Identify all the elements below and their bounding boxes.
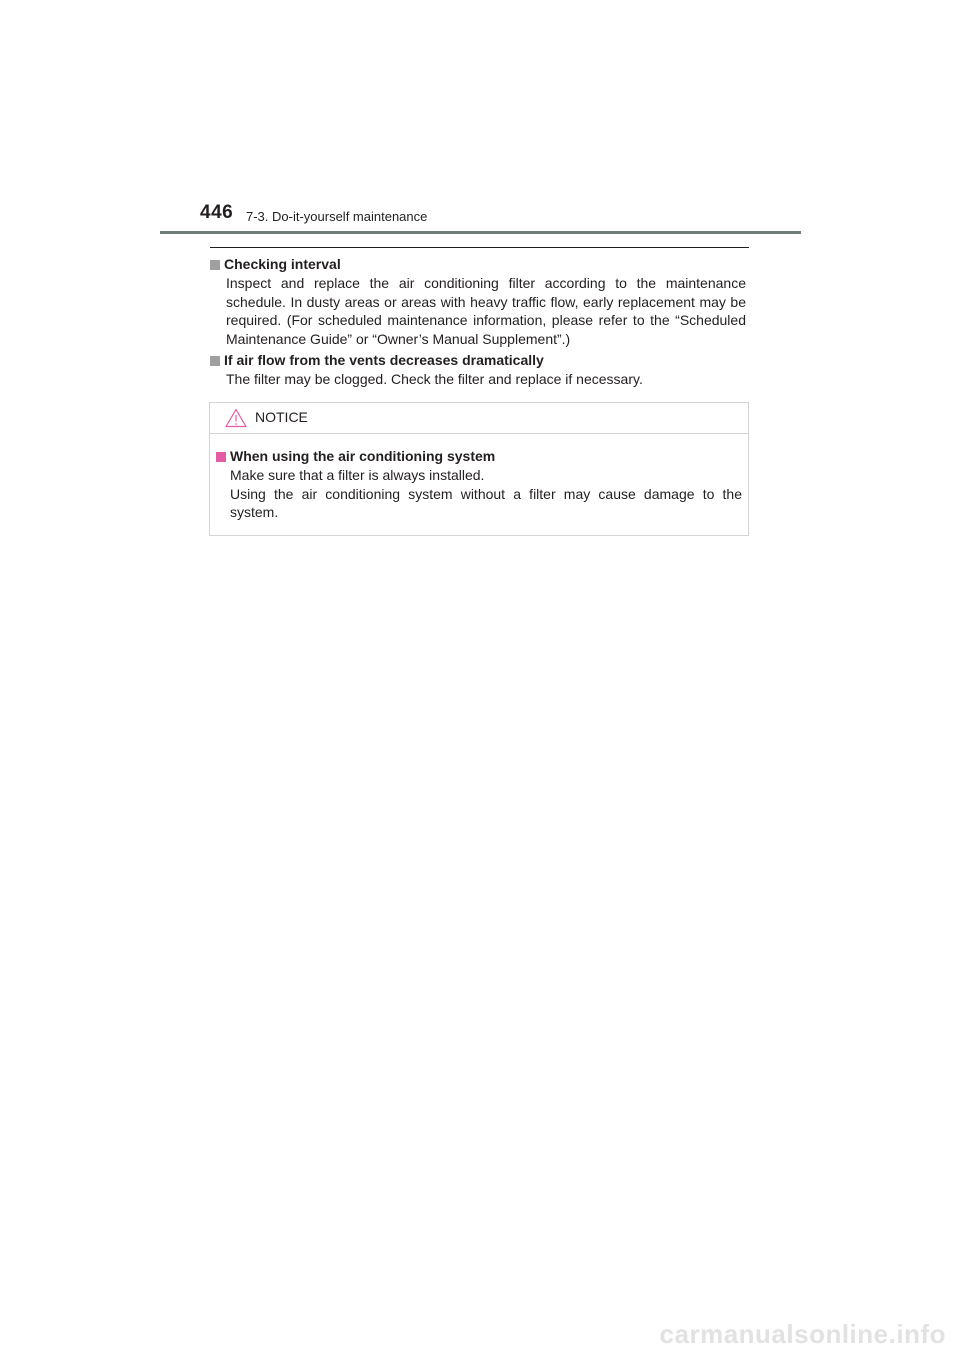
item-body: The filter may be clogged. Check the filter and replace if necessary.: [226, 371, 643, 387]
item-heading-text: Checking interval: [224, 256, 341, 272]
gray-square-bullet-icon: [210, 356, 220, 366]
item-heading: [210, 255, 746, 274]
notice-heading-text: When using the air conditioning system: [230, 448, 496, 464]
notice-text: [230, 466, 742, 522]
pink-square-bullet-icon: [216, 452, 226, 462]
item-body: Inspect and replace the air conditioning filter according to the maintenance schedule. In dusty areas or areas with heavy traffic flow, early replacement may be required. (For scheduled maintenance information, please refer to the “Scheduled Maintenance Guide” or “Owner’s Manual Supplement”.): [226, 275, 746, 347]
notice-header: [210, 403, 748, 434]
page-number: 446: [200, 202, 234, 223]
warning-triangle-icon: [225, 408, 247, 428]
section-air-flow-decreases: [210, 351, 746, 389]
header-rule: [160, 231, 801, 234]
notice-body: [210, 434, 748, 522]
item-heading: [210, 351, 746, 370]
main-content: [210, 255, 746, 392]
notice-line: Make sure that a filter is always installed.: [230, 467, 485, 483]
notice-heading: [216, 447, 742, 466]
section-checking-interval: [210, 255, 746, 348]
watermark: carmanualsonline.info: [659, 1319, 946, 1349]
notice-box: [209, 402, 749, 536]
section-title: 7-3. Do-it-yourself maintenance: [246, 209, 428, 224]
gray-square-bullet-icon: [210, 260, 220, 270]
notice-line: Using the air conditioning system without a filter may cause damage to the system.: [230, 485, 742, 520]
content-top-rule: [210, 247, 749, 248]
notice-title: NOTICE: [255, 409, 308, 425]
item-heading-text: If air flow from the vents decreases dramatically: [224, 352, 544, 368]
